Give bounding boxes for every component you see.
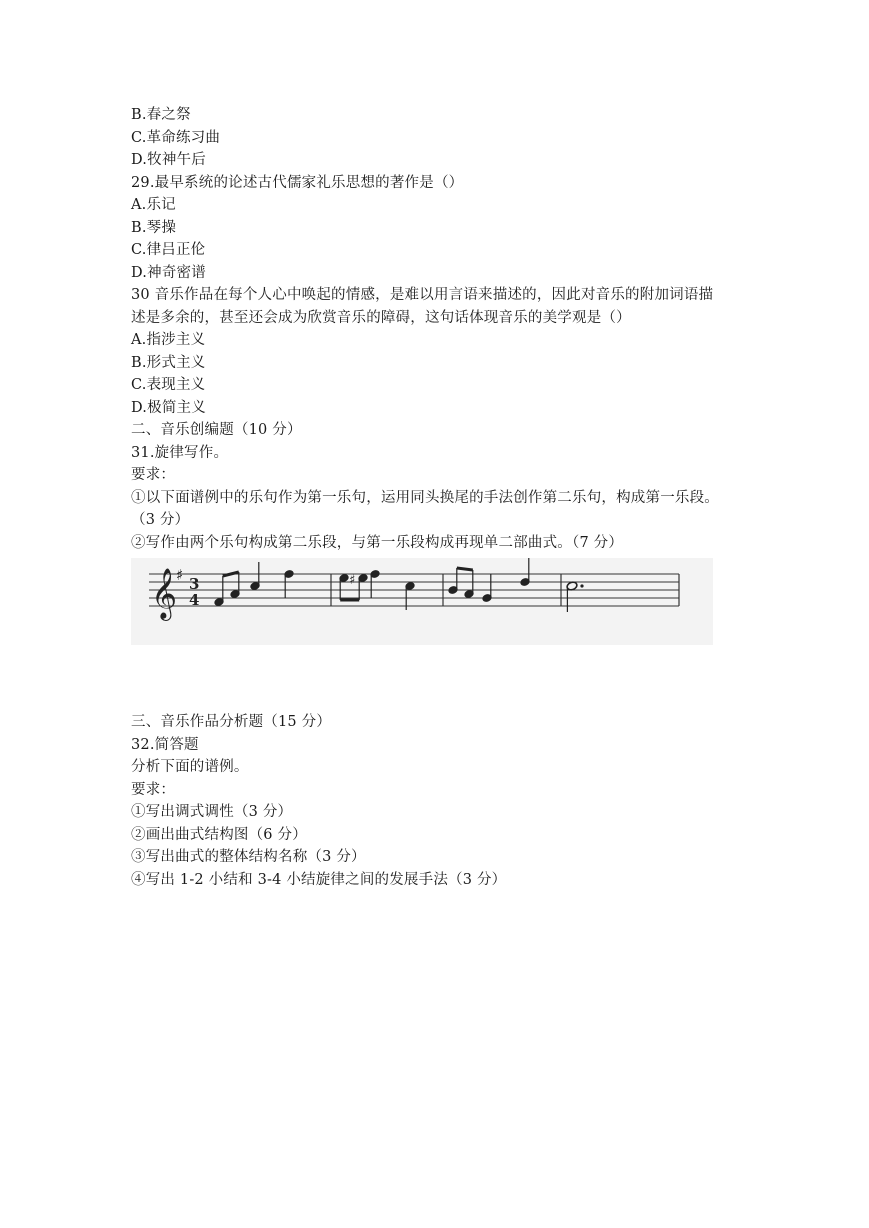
option-c-q29: C.律吕正伦 bbox=[131, 242, 206, 258]
requirement-4-q32: ④写出 1-2 小结和 3-4 小结旋律之间的发展手法（3 分） bbox=[131, 871, 507, 888]
question-31: 31.旋律写作。 bbox=[131, 444, 229, 461]
option-b-q28: B.春之祭 bbox=[131, 107, 191, 123]
sharp-icon: ♯ bbox=[176, 566, 184, 584]
option-b-q29: B.琴操 bbox=[131, 219, 177, 236]
requirement-2-q32: ②画出曲式结构图（6 分） bbox=[131, 826, 307, 843]
music-score-excerpt bbox=[131, 558, 713, 645]
measure-1 bbox=[214, 562, 294, 606]
requirement-3-q32: ③写出曲式的整体结构名称（3 分） bbox=[131, 849, 366, 865]
question-30-line2: 述是多余的，甚至还会成为欣赏音乐的障碍，这句话体现音乐的美学观是（） bbox=[131, 309, 631, 326]
section-2-heading: 二、音乐创编题（10 分） bbox=[131, 422, 302, 438]
question-32-instruction: 分析下面的谱例。 bbox=[131, 759, 249, 775]
option-a-q30: A.指涉主义 bbox=[131, 332, 206, 348]
treble-clef-icon: 𝄞 bbox=[151, 568, 178, 619]
sharp-accidental-icon: ♯ bbox=[349, 573, 356, 588]
question-30-line1: 30 音乐作品在每个人心中唤起的情感，是难以用言语来描述的，因此对音乐的附加词语描 bbox=[131, 287, 714, 303]
option-b-q30: B.形式主义 bbox=[131, 354, 206, 371]
blank-spacer bbox=[131, 645, 751, 711]
question-29: 29.最早系统的论述古代儒家礼乐思想的著作是（） bbox=[131, 174, 464, 191]
music-staff-svg bbox=[131, 558, 713, 645]
time-signature-top: 3 bbox=[189, 575, 200, 593]
document-page bbox=[131, 104, 751, 891]
section-3-heading: 三、音乐作品分析题（15 分） bbox=[131, 714, 332, 730]
option-d-q29: D.神奇密谱 bbox=[131, 264, 206, 281]
requirements-label-q31: 要求： bbox=[131, 467, 176, 483]
option-a-q29: A.乐记 bbox=[131, 197, 176, 213]
option-d-q30: D.极简主义 bbox=[131, 399, 206, 416]
requirement-2-q31: ②写作由两个乐句构成第二乐段，与第一乐段构成再现单二部曲式。（7 分） bbox=[131, 534, 624, 551]
time-signature-bottom: 4 bbox=[189, 591, 200, 609]
option-c-q30: C.表现主义 bbox=[131, 377, 206, 393]
measure-4 bbox=[566, 581, 584, 612]
option-d-q28: D.牧神午后 bbox=[131, 152, 206, 168]
requirements-label-q32: 要求： bbox=[131, 781, 176, 798]
requirement-1-q31: ①以下面谱例中的乐句作为第一乐句，运用同头换尾的手法创作第二乐句，构成第一乐段。 bbox=[131, 489, 719, 506]
option-c-q28: C.革命练习曲 bbox=[131, 129, 221, 146]
requirement-1-score: （3 分） bbox=[131, 512, 190, 528]
question-32: 32.简答题 bbox=[131, 736, 199, 753]
measure-3 bbox=[448, 558, 530, 602]
requirement-1-q32: ①写出调式调性（3 分） bbox=[131, 804, 293, 820]
